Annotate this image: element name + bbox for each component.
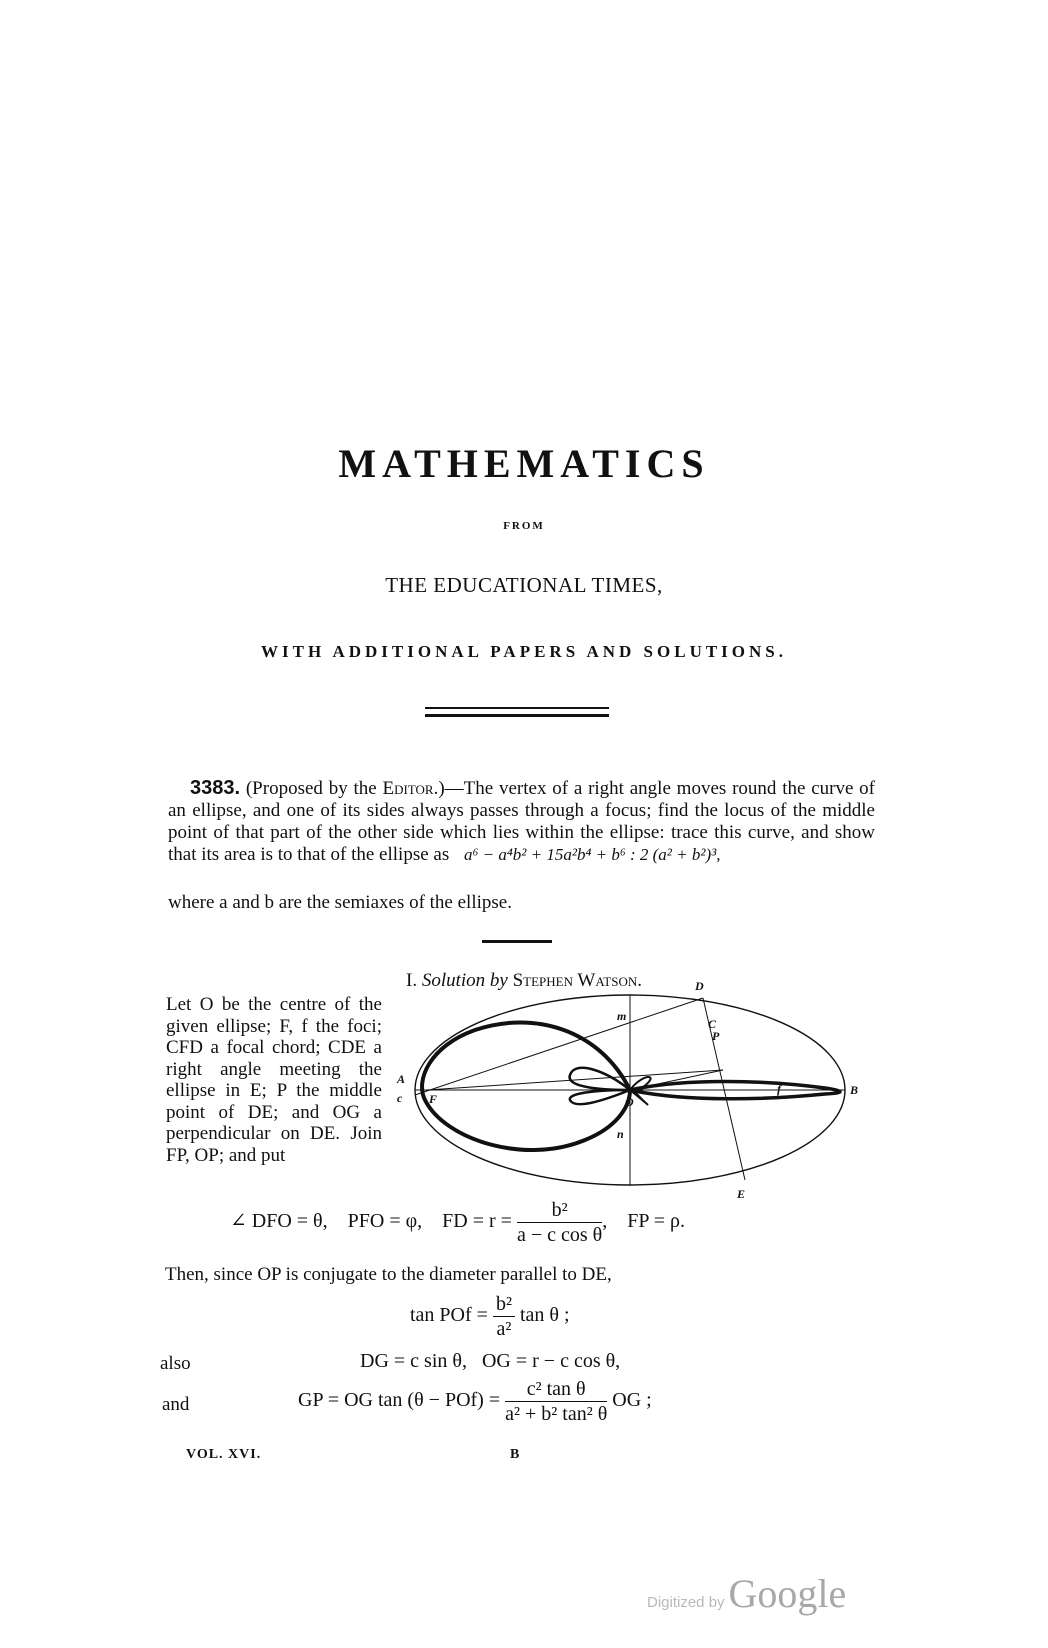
eq4-left: GP = OG tan (θ − POf) = xyxy=(298,1389,501,1412)
eq1-pfo: PFO = φ, xyxy=(347,1210,423,1233)
problem-ratio: a⁶ − a⁴b² + 15a²b⁴ + b⁶ : 2 (a² + b²)³, xyxy=(463,845,721,864)
solution-numeral: I. xyxy=(406,970,418,991)
eq2-denominator: a² xyxy=(496,1318,512,1340)
label-m: m xyxy=(617,1009,627,1023)
and-label: and xyxy=(162,1394,190,1415)
label-a: A xyxy=(397,1072,406,1086)
solution-heading xyxy=(0,970,1048,992)
eq1-comma: , xyxy=(602,1210,608,1233)
label-d: D xyxy=(695,979,704,993)
eq4-denominator: a² + b² tan² θ xyxy=(505,1403,608,1425)
solution-label: Solution by xyxy=(421,970,508,991)
eq1-fp: FP = ρ. xyxy=(627,1210,685,1233)
subtitle: WITH ADDITIONAL PAPERS AND SOLUTIONS. xyxy=(260,642,788,661)
digitized-watermark xyxy=(647,1570,846,1617)
problem-statement xyxy=(168,777,875,866)
label-c-upper: C xyxy=(708,1017,717,1031)
title-from: FROM xyxy=(503,520,545,532)
eq2-numerator: b² xyxy=(493,1292,515,1317)
google-logo: Google xyxy=(728,1571,847,1616)
label-p: P xyxy=(712,1029,720,1043)
equation-1 xyxy=(230,1198,790,1247)
page-title: MATHEMATICS xyxy=(338,441,710,486)
eq4-fraction xyxy=(505,1377,607,1426)
label-c-lower: c xyxy=(397,1091,403,1105)
problem-closing: where a and b are the semiaxes of the ellipse. xyxy=(168,892,512,913)
eq2-right: tan θ ; xyxy=(519,1304,570,1327)
problem-number: 3383. xyxy=(190,777,241,799)
eq4-right: OG ; xyxy=(612,1389,652,1412)
volume-label: VOL. XVI. xyxy=(186,1447,262,1462)
chord-cd xyxy=(415,998,703,1095)
eq2-fraction xyxy=(493,1292,515,1341)
problem-proposed: (Proposed by the xyxy=(245,778,383,799)
equation-3: DG = c sin θ, OG = r − c cos θ, xyxy=(360,1350,621,1372)
equation-2 xyxy=(410,1292,570,1341)
locus-loop-lower xyxy=(570,1090,630,1104)
header-rule-bottom xyxy=(425,714,609,717)
signature-mark: B xyxy=(510,1447,521,1462)
eq4-numerator: c² tan θ xyxy=(505,1377,607,1402)
digitized-text: Digitized by xyxy=(647,1594,725,1611)
eq1-angle: ∠ DFO = θ, xyxy=(230,1210,328,1233)
label-f-upper: F xyxy=(429,1092,438,1106)
label-f-lower: f xyxy=(777,1082,781,1096)
header-rule-top xyxy=(425,707,609,709)
locus-curve xyxy=(422,1023,630,1151)
problem-text: .)—The vertex of a right angle moves round the curve of an ellipse, and one of its sides always passes through a focus; find the locus of the middle point of that part of the other side which lies within the ellipse: trace this curve, and show that its area is to that of the ellipse as xyxy=(168,778,876,865)
eq1-denominator: a − c cos θ xyxy=(516,1224,603,1246)
solution-intro: Let O be the centre of the given ellipse; F, f the foci; CFD a focal chord; CDE a right angle meeting the ellipse in E; P the middle point of DE; and OG a perpendicular on DE. Join FP, OP; and put xyxy=(166,994,382,1166)
also-label: also xyxy=(160,1353,191,1374)
label-b: B xyxy=(850,1083,859,1097)
eq2-left: tan POf = xyxy=(410,1304,488,1327)
label-e: E xyxy=(737,1187,746,1201)
equation-4 xyxy=(298,1377,652,1426)
journal-name: THE EDUCATIONAL TIMES, xyxy=(385,573,663,597)
problem-proposer: Editor xyxy=(382,778,434,799)
eq1-fraction xyxy=(517,1198,602,1247)
solution-author: Stephen Watson. xyxy=(512,970,642,991)
label-n: n xyxy=(617,1127,624,1141)
label-o: O xyxy=(625,1095,634,1109)
then-text: Then, since OP is conjugate to the diameter parallel to DE, xyxy=(165,1264,612,1285)
eq1-fd: FD = r = xyxy=(442,1210,512,1233)
eq1-numerator: b² xyxy=(517,1198,602,1223)
section-rule xyxy=(482,940,552,943)
